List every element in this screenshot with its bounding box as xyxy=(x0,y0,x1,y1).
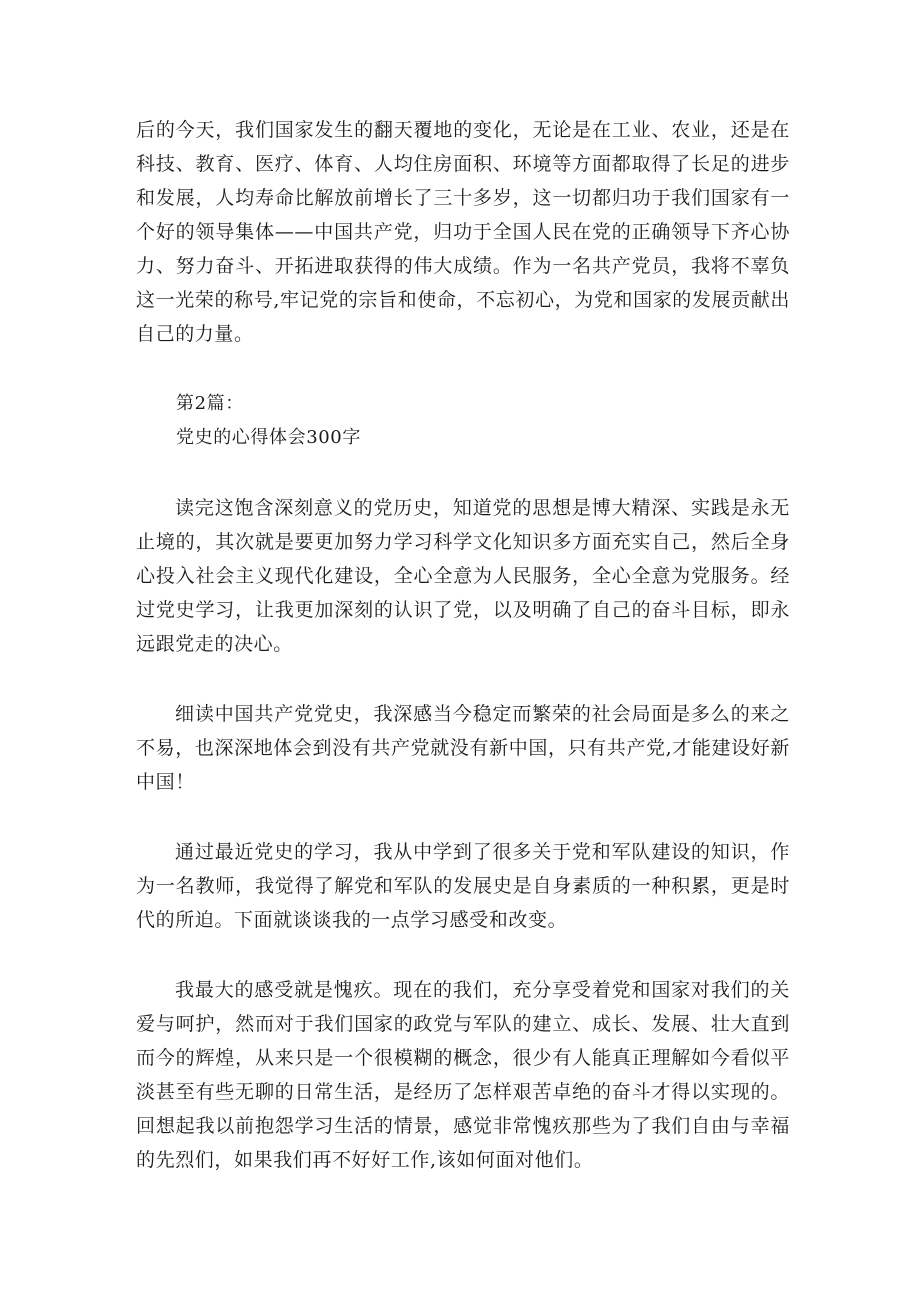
spacer xyxy=(136,937,790,973)
section-label: 第2篇： xyxy=(176,393,244,414)
paragraph: 我最大的感受就是愧疚。现在的我们，充分享受着党和国家对我们的关爱与呵护，然而对于我们国家的政党与军队的建立、成长、发展、壮大直到而今的辉煌，从来只是一个很模糊的概念，很少有人能真正理解如今看似平淡甚至有些无聊的日常生活，是经历了怎样艰苦卓绝的奋斗才得以实现的。回想起我以前抱怨学习生活的情景，感觉非常愧疚那些为了我们自由与幸福的先烈们，如果我们再不好好工作,该如何面对他们。 xyxy=(136,979,790,1171)
spacer xyxy=(136,799,790,835)
spacer xyxy=(136,351,790,387)
paragraph: 通过最近党史的学习，我从中学到了很多关于党和军队建设的知识，作为一名教师，我觉得了解党和军队的发展史是自身素质的一种积累，更是时代的所迫。下面就谈谈我的一点学习感受和改变。 xyxy=(136,841,790,931)
paragraph: 读完这饱含深刻意义的党历史，知道党的思想是博大精深、实践是永无止境的，其次就是要更加努力学习科学文化知识多方面充实自己，然后全身心投入社会主义现代化建设，全心全意为人民服务，全心全意为党服务。经过党史学习，让我更加深刻的认识了党，以及明确了自己的奋斗目标，即永远跟党走的决心。 xyxy=(136,497,790,655)
document-body xyxy=(136,113,790,1177)
paragraph-continued: 后的今天，我们国家发生的翻天覆地的变化，无论是在工业、农业，还是在科技、教育、医疗、体育、人均住房面积、环境等方面都取得了长足的进步和发展，人均寿命比解放前增长了三十多岁，这一切都归功于我们国家有一个好的领导集体——中国共产党，归功于全国人民在党的正确领导下齐心协力、努力奋斗、开拓进取获得的伟大成绩。作为一名共产党员，我将不辜负这一光荣的称号,牢记党的宗旨和使命，不忘初心，为党和国家的发展贡献出自己的力量。 xyxy=(136,119,790,345)
spacer xyxy=(136,455,790,491)
section-title: 党史的心得体会300字 xyxy=(176,427,361,448)
spacer xyxy=(136,661,790,697)
paragraph: 细读中国共产党党史，我深感当今稳定而繁荣的社会局面是多么的来之不易，也深深地体会到没有共产党就没有新中国，只有共产党,才能建设好新中国！ xyxy=(136,703,790,793)
